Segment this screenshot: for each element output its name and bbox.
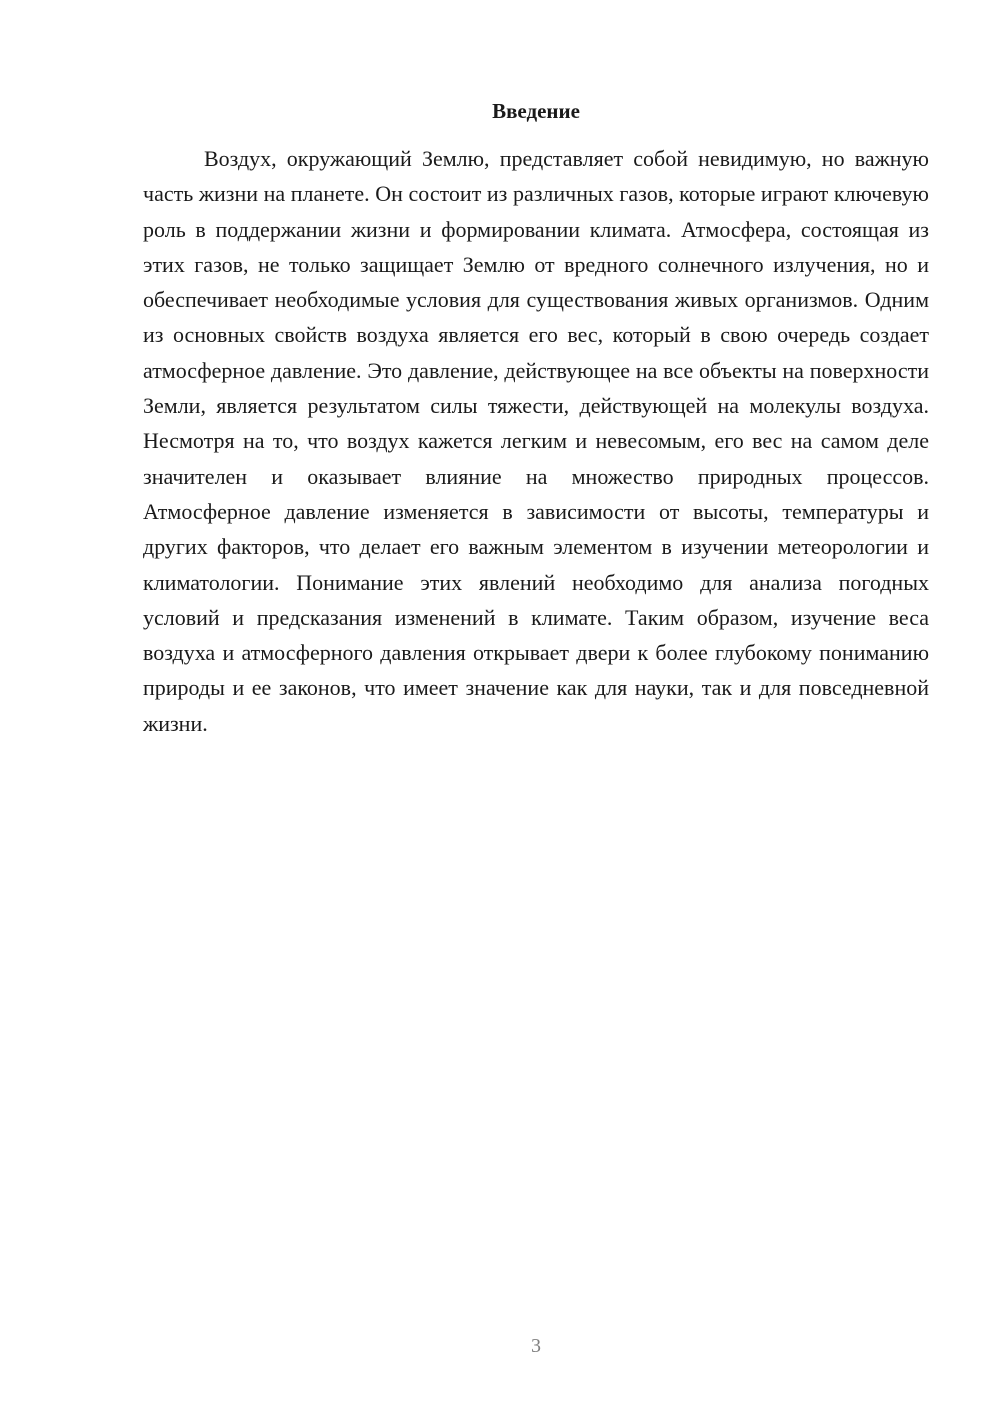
section-heading: Введение [492, 99, 580, 123]
body-paragraph: Воздух, окружающий Землю, представляет собой невидимую, но важную часть жизни на планете. Он состоит из различных газов, которые играют ключевую роль в поддержании жизни и формировании климата. Атмосфера, состоящая из этих газов, не только защищает Землю от вредного солнечного излучения, но и обеспечивает необходимые условия для существования живых организмов. Одним из основных свойств воздуха является его вес, который в свою очередь создает атмосферное давление. Это давление, действующее на все объекты на поверхности Земли, является результатом силы тяжести, действующей на молекулы воздуха. Несмотря на то, что воздух кажется легким и невесомым, его вес на самом деле значителен и оказывает влияние на множество природных процессов. Атмосферное давление изменяется в зависимости от высоты, температуры и других факторов, что делает его важным элементом в изучении метеорологии и климатологии. Понимание этих явлений необходимо для анализа погодных условий и предсказания изменений в климате. Таким образом, изучение веса воздуха и атмосферного давления открывает двери к более глубокому пониманию природы и ее законов, что имеет значение как для науки, так и для повседневной жизни. [143, 146, 929, 736]
page-number: 3 [531, 1335, 541, 1357]
